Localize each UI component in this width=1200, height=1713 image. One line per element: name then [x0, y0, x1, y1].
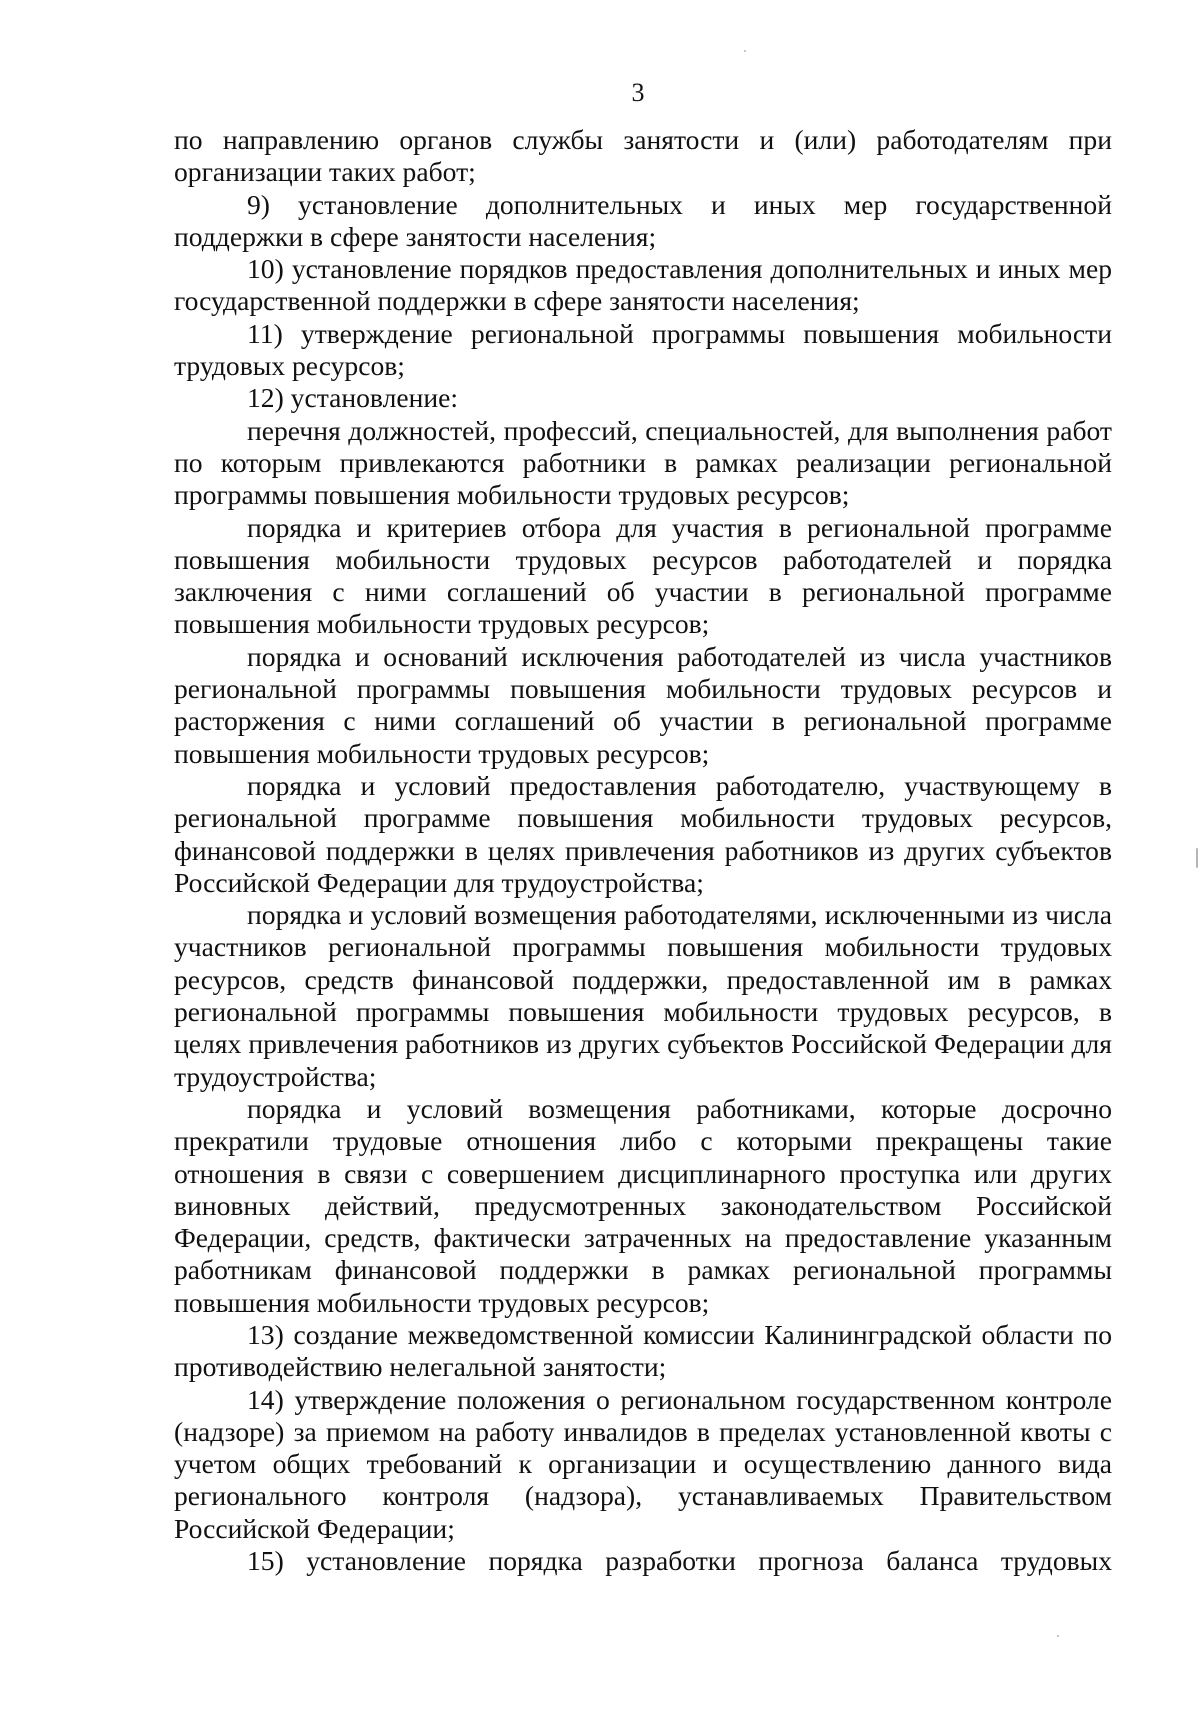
paragraph-item-15: 15) установление порядка разработки прогноза баланса трудовых	[247, 1545, 1112, 1577]
paragraph-item-12-selection-criteria: порядка и критериев отбора для участия в региональной программе повышения мобильности трудовых ресурсов работодателей и порядка заключения с ними соглашений об участии в региональной программе повышения мобильности трудовых ресурсов;	[174, 511, 1112, 640]
paragraph-item-10: 10) установление порядков предоставления дополнительных и иных мер государственной поддержки в сфере занятости населения;	[174, 253, 1112, 317]
paragraph-item-12-financial-support: порядка и условий предоставления работодателю, участвующему в региональной программе повышения мобильности трудовых ресурсов, финансовой поддержки в целях привлечения работников из других субъектов Российской Федерации для трудоустройства;	[174, 769, 1112, 898]
paragraph-item-12-employer-reimbursement: порядка и условий возмещения работодателями, исключенными из числа участников региональной программы повышения мобильности трудовых ресурсов, средств финансовой поддержки, предоставленной им в рамках региональной программы повышения мобильности трудовых ресурсов, в целях привлечения работников из других субъектов Российской Федерации для трудоустройства;	[174, 899, 1112, 1092]
page-number: 3	[631, 78, 645, 107]
paragraph-continuation: по направлению органов службы занятости и (или) работодателям при организации таких работ;	[174, 124, 1112, 188]
paragraph-item-13: 13) создание межведомственной комиссии Калининградской области по противодействию нелегальной занятости;	[174, 1318, 1112, 1383]
paragraph-item-12-exclusion-grounds: порядка и оснований исключения работодателей из числа участников региональной программы повышения мобильности трудовых ресурсов и расторжения с ними соглашений об участии в региональной программе повышения мобильности трудовых ресурсов;	[174, 640, 1112, 769]
document-body	[174, 124, 1112, 1577]
paragraph-item-14: 14) утверждение положения о региональном государственном контроле (надзоре) за приемом на работу инвалидов в пределах установленной квоты с учетом общих требований к организации и осуществлению данного вида регионального контроля (надзора), устанавливаемых Правительством Российской Федерации;	[174, 1383, 1112, 1544]
scan-speck	[1057, 1635, 1059, 1637]
paragraph-item-12-list-position: перечня должностей, профессий, специальностей, для выполнения работ по которым привлекаются работники в рамках реализации региональной программы повышения мобильности трудовых ресурсов;	[174, 414, 1112, 511]
scan-speck	[744, 50, 746, 52]
paragraph-item-11: 11) утверждение региональной программы повышения мобильности трудовых ресурсов;	[174, 317, 1112, 382]
paragraph-item-9: 9) установление дополнительных и иных мер государственной поддержки в сфере занятости населения;	[174, 188, 1112, 252]
paragraph-item-12-worker-reimbursement: порядка и условий возмещения работниками, которые досрочно прекратили трудовые отношения либо с которыми прекращены такие отношения в связи с совершением дисциплинарного проступка или других виновных действий, предусмотренных законодательством Российской Федерации, средств, фактически затраченных на предоставление указанным работникам финансовой поддержки в рамках региональной программы повышения мобильности трудовых ресурсов;	[174, 1092, 1112, 1318]
paragraph-item-12: 12) установление:	[247, 382, 459, 414]
scan-edge-mark	[1196, 848, 1198, 868]
